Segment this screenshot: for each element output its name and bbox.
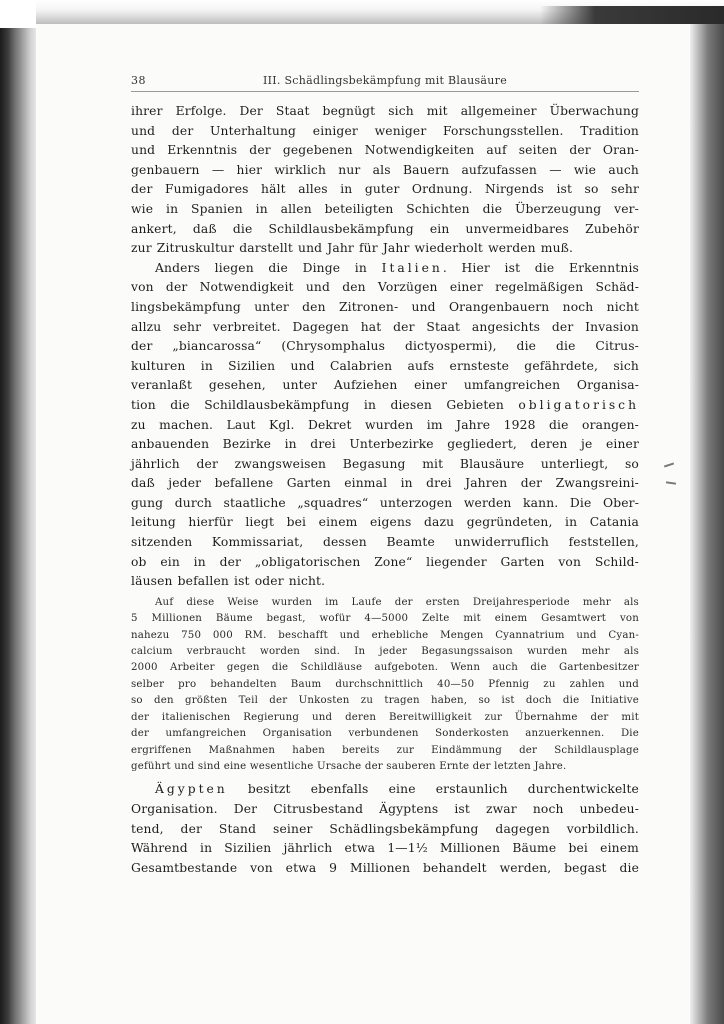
emphasis-italien: Italien (381, 260, 443, 275)
text-line: läusen befallen ist oder nicht. (131, 574, 326, 589)
note-line: so den größten Teil der Unkosten zu tragen haben, so ist doch die Initiative (131, 695, 639, 707)
running-header (131, 73, 639, 92)
text-line: genbauern — hier wirklich nur als Bauern aufzufassen — wie auch (131, 162, 639, 177)
page-right-edge (690, 24, 724, 1024)
margin-mark (666, 481, 676, 484)
note-line: 5 Millionen Bäume begast, wofür 4—5000 Zelte mit einem Gesamtwert von (131, 613, 639, 625)
text-line: von der Notwendigkeit und den Vorzügen einer regelmäßigen Schäd- (131, 280, 639, 295)
text-line: Während in Sizilien jährlich etwa 1—1½ Millionen Bäume bei einem (131, 841, 639, 856)
text-line: Gesamtbestande von etwa 9 Millionen behandelt werden, begast die (131, 860, 639, 875)
text-line: leitung hierfür liegt bei einem eigens dazu gegründeten, in Catania (131, 515, 639, 530)
text-line: zur Zitruskultur darstellt und Jahr für Jahr wiederholt werden muß. (131, 241, 574, 256)
body-text (131, 102, 639, 878)
small-print-note (131, 595, 639, 775)
text-line: ob ein in der „obligatorischen Zone“ liegender Garten von Schild- (131, 554, 639, 569)
note-line: selber pro behandelten Baum durchschnittlich 40—50 Pfennig zu zahlen und (131, 678, 639, 690)
text-line: der „biancarossa“ (Chrysomphalus dictyospermi), die die Citrus- (131, 339, 639, 354)
text-line: wie in Spanien in allen beteiligten Schichten die Überzeugung ver- (131, 201, 639, 216)
running-title: III. Schädlingsbekämpfung mit Blausäure (262, 74, 508, 87)
text-line: veranlaßt gesehen, unter Aufziehen einer umfangreichen Organisa- (131, 378, 639, 393)
text-line: ankert, daß die Schildlausbekämpfung ein unvermeidbares Zubehör (131, 221, 639, 236)
paragraph-italy (131, 259, 639, 592)
text-line: jährlich der zwangsweisen Begasung mit Blausäure unterliegt, so (131, 456, 639, 471)
note-line: Auf diese Weise wurden im Laufe der ersten Dreijahresperiode mehr als (155, 596, 639, 608)
text-line: sitzenden Kommissariat, dessen Beamte unwiderruflich feststellen, (131, 535, 639, 550)
text-line (131, 780, 639, 800)
note-line: der italienischen Regierung und deren Bereitwilligkeit zur Übernahme der mit (131, 711, 639, 723)
note-line: nahezu 750 000 RM. beschafft und erhebliche Mengen Cyannatrium und Cyan- (131, 629, 639, 641)
text-line: lingsbekämpfung unter den Zitronen- und Orangenbauern noch nicht (131, 299, 639, 314)
text-line: zu machen. Laut Kgl. Dekret wurden im Jahre 1928 die orangen- (131, 417, 639, 432)
text-fragment: tion die Schildlausbekämpfung in diesen Gebieten (131, 397, 519, 412)
emphasis-aegypten: Ägypten (155, 782, 228, 797)
text-line (131, 259, 639, 279)
text-line (131, 396, 639, 416)
page-content (131, 73, 639, 878)
text-fragment: Anders liegen die Dinge in (155, 260, 382, 275)
page-number: 38 (131, 74, 146, 87)
note-line: 2000 Arbeiter gegen die Schildläuse aufgeboten. Wenn auch die Gartenbesitzer (131, 662, 639, 674)
text-line: und der Unterhaltung einiger weniger Forschungsstellen. Tradition (131, 123, 639, 138)
text-line: kulturen in Sizilien und Calabrien aufs ernsteste gefährdete, sich (131, 358, 639, 373)
text-line: und Erkenntnis der gegebenen Notwendigkeiten auf seiten der Oran- (131, 143, 639, 158)
text-line: Organisation. Der Citrusbestand Ägyptens ist zwar noch unbedeu- (131, 801, 639, 816)
note-line: calcium verbraucht worden sind. In jeder Begasungssaison wurden mehr als (131, 646, 639, 658)
emphasis-obligatorisch: obligatorisch (518, 397, 639, 412)
paragraph-egypt (131, 780, 639, 878)
text-fragment: besitzt ebenfalls eine erstaunlich durchentwickelte (227, 782, 639, 797)
text-line: tend, der Stand seiner Schädlingsbekämpfung dagegen vorbildlich. (131, 821, 639, 836)
note-line: geführt und sind eine wesentliche Ursache der sauberen Ernte der letzten Jahre. (131, 760, 567, 772)
book-binding (0, 28, 36, 1024)
text-fragment: . Hier ist die Erkenntnis (442, 260, 639, 275)
text-line: daß jeder befallene Garten einmal in drei Jahren der Zwangsreini- (131, 476, 639, 491)
text-line: allzu sehr verbreitet. Dagegen hat der Staat angesichts der Invasion (131, 319, 639, 334)
scanner-edge-shadow (540, 6, 724, 26)
margin-mark (664, 463, 674, 468)
paragraph-spain (131, 102, 639, 259)
note-line: der umfangreichen Organisation verbundenen Sonderkosten anzuerkennen. Die (131, 728, 639, 740)
text-line: gung durch staatliche „squadres“ unterzogen werden kann. Die Ober- (131, 495, 639, 510)
text-line: ihrer Erfolge. Der Staat begnügt sich mit allgemeiner Überwachung (131, 104, 639, 118)
note-line: ergriffenen Maßnahmen haben bereits zur Eindämmung der Schildlausplage (131, 744, 639, 756)
text-line: der Fumigadores hält alles in guter Ordnung. Nirgends ist so sehr (131, 182, 639, 197)
text-line: anbauenden Bezirke in drei Unterbezirke gegliedert, deren je einer (131, 437, 639, 452)
